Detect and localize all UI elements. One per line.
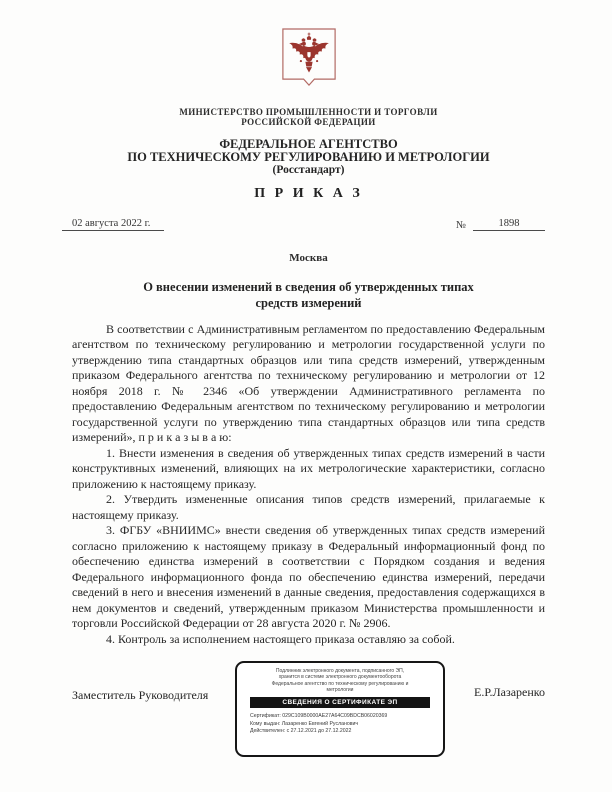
ministry-line: МИНИСТЕРСТВО ПРОМЫШЛЕННОСТИ И ТОРГОВЛИ: [179, 107, 438, 117]
city-label: Москва: [289, 251, 328, 264]
esign-stamp-header-line: метрологии: [326, 687, 354, 694]
esign-certificate-bar: СВЕДЕНИЯ О СЕРТИФИКАТЕ ЭП: [250, 697, 430, 709]
ministry-line: РОССИЙСКОЙ ФЕДЕРАЦИИ: [241, 117, 376, 127]
agency-name: [72, 138, 545, 177]
signature-block: [72, 661, 545, 765]
document-title: [72, 279, 545, 311]
esign-stamp-header-line: Подлинник электронного документа, подписанного ЭП,: [275, 668, 405, 674]
esign-certificate-validity: Действителен: с 27.12.2021 до 27.12.2022: [250, 727, 352, 734]
agency-line: ПО ТЕХНИЧЕСКОМУ РЕГУЛИРОВАНИЮ И МЕТРОЛОГИИ: [127, 149, 490, 164]
order-item-4: 4. Контроль за исполнением настоящего приказа оставляю за собой.: [106, 631, 455, 646]
coat-of-arms: [72, 28, 545, 92]
esign-stamp-header-line: Федеральное агентство по техническому регулированию и: [271, 680, 409, 687]
order-item-2: 2. Утвердить измененные описания типов средств измерений, прилагаемые к настоящему приказу.: [72, 492, 545, 522]
esign-stamp: [235, 661, 445, 757]
agency-line: ФЕДЕРАЛЬНОЕ АГЕНТСТВО: [219, 137, 398, 151]
order-item-1: 1. Внести изменения в сведения об утвержденных типах средств измерений в части конструктивных изменений, влияющих на их метрологические характеристики, согласно приложению к настоящему приказу.: [72, 445, 545, 491]
document-type-heading: П Р И К А З: [254, 185, 363, 201]
esign-stamp-header: [241, 668, 439, 694]
order-body: [72, 322, 545, 648]
signer-name: Е.Р.Лазаренко: [473, 685, 545, 699]
agency-short-name: (Росстандарт): [272, 164, 345, 176]
esign-stamp-header-line: хранится в системе электронного документооборота: [278, 674, 402, 681]
order-preamble: В соответствии с Административным регламентом по предоставлению Федеральным агентством по техническому регулированию и метрологии государственной услуги по утверждению типа стандартных образцов или типа средств измерений, утвержденным приказом Федерального агентства по техническому регулированию и метрологии от 12 ноября 2018 г. № 2346 «Об утверждении Административного регламента по предоставлению Федеральным агентством по техническому регулированию и метрологии государственной услуги по утверждению типа стандартных образцов или типа средств измерений», п р и к а з ы в а ю:: [72, 321, 545, 444]
number-group: [456, 218, 545, 231]
ministry-name: [72, 107, 545, 127]
signer-position: Заместитель Руководителя: [72, 688, 209, 702]
number-sign: №: [455, 219, 466, 231]
order-item-3: 3. ФГБУ «ВНИИМС» внести сведения об утвержденных типах средств измерений согласно приложению к настоящему приказу в Федеральный информационный фонд по обеспечению единства измерений в соответствии с Порядком создания и ведения Федерального информационного фонда по обеспечению единства измерений, передачи сведений в него и внесения изменений в данные сведения, предоставления содержащихся в нем документов и сведений, утвержденным приказом Министерства промышленности и торговли Российской Федерации от 28 августа 2020 г. № 2906.: [72, 523, 545, 630]
esign-certificate-details: [250, 713, 439, 735]
esign-certificate-owner: Кому выдан: Лазаренко Евгений Русланович: [250, 720, 359, 727]
esign-certificate-number: Сертификат: 029C109B0000AE27A64C09BDCB06020369: [250, 713, 388, 720]
date-field: 02 августа 2022 г.: [62, 218, 164, 231]
double-headed-eagle-icon: [282, 28, 336, 90]
date-number-row: [72, 218, 545, 231]
document-title-line: средств измерений: [255, 295, 362, 310]
number-field: 1898: [473, 218, 545, 231]
document-title-line: О внесении изменений в сведения об утвержденных типах: [143, 279, 474, 294]
